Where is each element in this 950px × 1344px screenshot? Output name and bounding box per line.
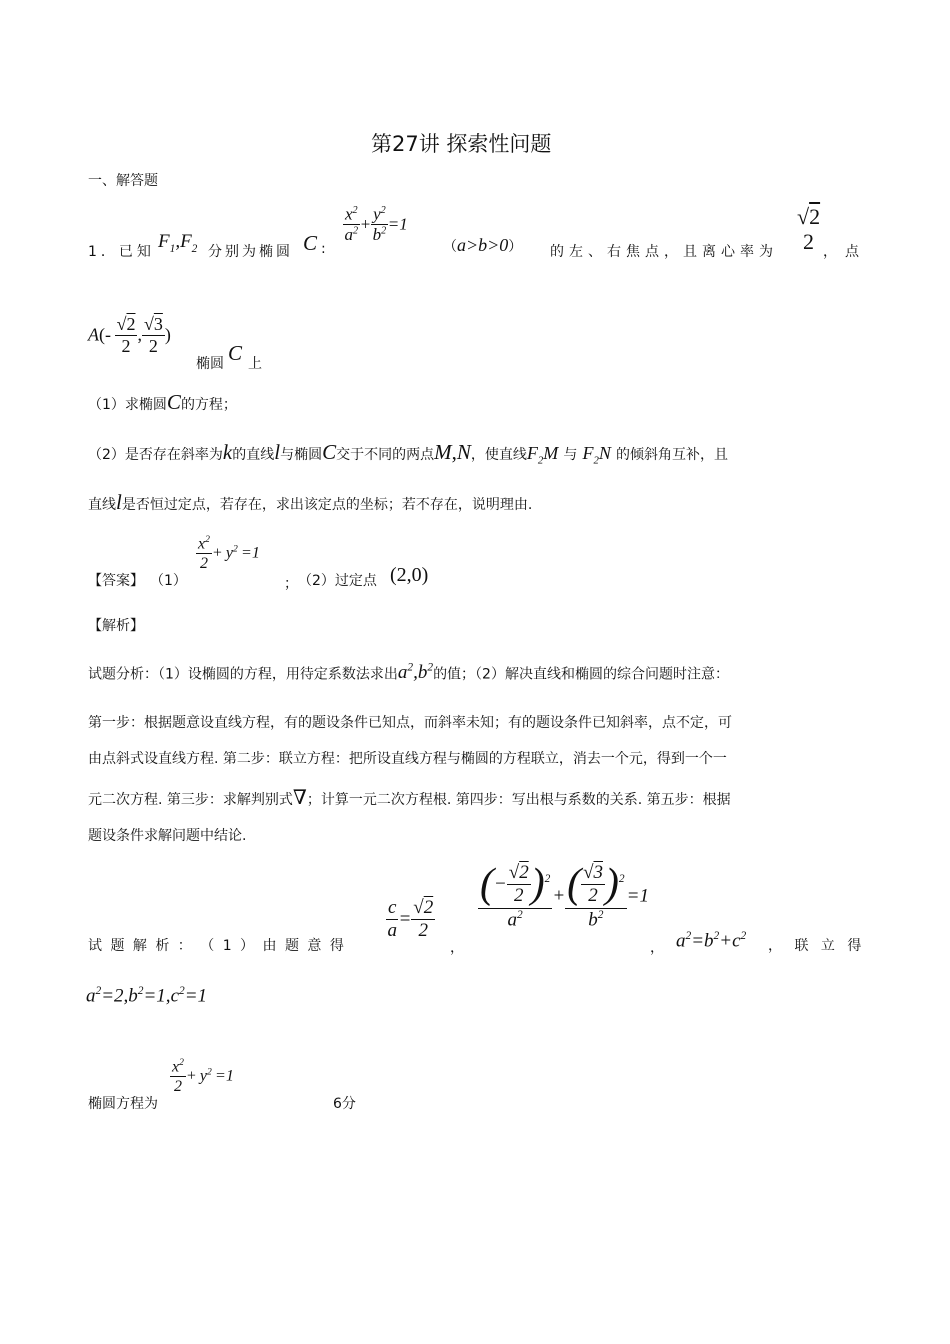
ellipse-condition: （a>b>0） — [443, 235, 523, 255]
ellipse-equation: $\frac{x^2}{a^2}$ + $\frac{y^2}{b^2}$ =1 — [344, 204, 408, 245]
ellipse-equation-result: 椭圆方程为 $\frac{x^2}{2}$ + $y^2 =1$ 6分 — [88, 1057, 356, 1112]
analysis-line-4: 元二次方程. 第三步：求解判别式∇；计算一元二次方程根. 第四步：写出根与系数的关系. 第五步：根据 — [88, 787, 731, 809]
answer-equation: $\frac{x^2}{2}$ + $y^2 =1$ — [198, 534, 260, 572]
section-heading: 一、解答题 — [88, 173, 158, 189]
question-1-part-2-line-2: 直线l是否恒过定点，若存在，求出该定点的坐标；若不存在，说明理由. — [88, 490, 533, 514]
analysis-line-1: 试题分析：（1）设椭圆的方程，用待定系数法求出$a^2,b^2$的值；（2）解决直线和椭圆的综合问题时注意： — [88, 662, 729, 684]
relation-equation: $a^2=b^2+c^2$ — [676, 930, 747, 952]
analysis-heading: 【解析】 — [88, 618, 144, 634]
analysis-line-5: 题设条件求解问题中结论. — [88, 828, 247, 844]
analysis-line-2: 第一步：根据题意设直线方程，有的题设条件已知点，而斜率未知；有的题设条件已知斜率，点不定，可 — [88, 715, 732, 731]
ellipse-symbol: C — [303, 231, 318, 255]
answer-line: 【答案】 （1） $\frac{x^2}{2}$ + $y^2 =1$ ； （2）过定点 (2,0) — [88, 534, 429, 592]
page-title: 第27讲 探索性问题 — [371, 132, 552, 156]
solved-values: $a^2=2,b^2=1,c^2=1$ — [86, 985, 208, 1007]
question-1-part-2-line-1: （2）是否存在斜率为k的直线l与椭圆C交于不同的两点M,N，使直线$F_2M$ 与 $F_2N$ 的倾斜角互补，且 — [88, 440, 728, 467]
eccentricity-equation: $\frac{c}{a}$ = $\frac{√2}{2}$ — [387, 897, 434, 941]
foci-symbols: $F_1,F_2$ — [158, 231, 198, 255]
solution-line: 试 题 解 析 ： （ 1 ） 由 题 意 得 $\frac{c}{a}$ = $\frac{√2}{2}$ ， (− $\frac{√2}{2}$ )$^2$ $a^2$ + ( $\frac{√3}{2}$ )$^2$ $b^2$ =1 ， $a^2=b^2+c^2$ ， 联 立 得 — [88, 861, 866, 956]
question-1-part-1: （1）求椭圆C的方程； — [88, 390, 237, 414]
analysis-line-3: 由点斜式设直线方程. 第二步：联立方程：把所设直线方程与椭圆的方程联立，消去一个元，得到一个一 — [88, 751, 727, 767]
eccentricity-value: √2 2 — [797, 204, 821, 255]
nabla-symbol: ∇ — [292, 787, 307, 809]
point-A: A(- $\frac{√2}{2}$ , $\frac{√3}{2}$ ) — [88, 314, 171, 356]
point-substitution-equation: (− $\frac{√2}{2}$ )$^2$ $a^2$ + ( $\frac{√3}{2}$ )$^2$ $b^2$ =1 — [480, 861, 649, 931]
